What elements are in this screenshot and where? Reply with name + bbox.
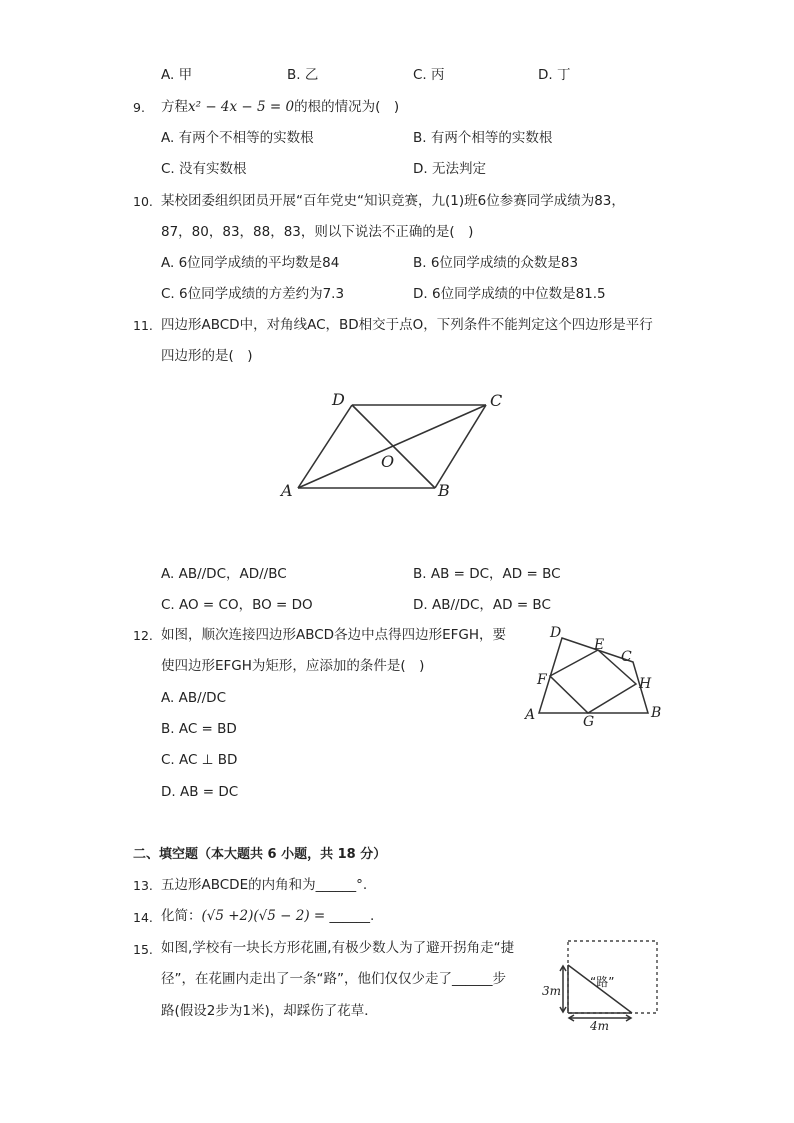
q10-line1: 某校团委组织团员开展“百年党史“知识竞赛，九(1)班6位参赛同学成绩为83， (161, 193, 625, 209)
q11-option-b: B. AB = DC，AD = BC (413, 566, 561, 582)
q10-option-a: A. 6位同学成绩的平均数是84 (161, 255, 340, 271)
q13-suffix: °. (356, 877, 368, 893)
q12-number: 12. (133, 628, 153, 643)
q12-label-b: B (651, 705, 662, 721)
q11-label-b: B (438, 481, 450, 500)
q15-line1: 如图,学校有一块长方形花圃,有极少数人为了避开拐角走“捷 (161, 940, 515, 956)
q12-option-a: A. AB//DC (161, 690, 226, 706)
q12-label-e: E (594, 637, 605, 653)
q11-option-a: A. AB//DC，AD//BC (161, 566, 287, 582)
q14-expression: (√5 +2)(√5 − 2) = (201, 908, 326, 924)
q10-number: 10. (133, 194, 153, 209)
q9-number: 9. (133, 100, 145, 115)
q13-stem: 五边形ABCDE的内角和为 (161, 877, 316, 893)
q9-option-c: C. 没有实数根 (161, 161, 247, 177)
q11-diagonal-bd (352, 405, 435, 488)
q12-label-f: F (537, 672, 547, 688)
q12-label-a: A (525, 707, 536, 723)
q11-option-c: C. AO = CO，BO = DO (161, 597, 313, 613)
section2-heading: 二、填空题（本大题共 6 小题，共 18 分） (133, 847, 387, 862)
q15-garden-figure (538, 935, 664, 1030)
q9-option-d: D. 无法判定 (413, 161, 486, 177)
q9-stem (161, 101, 399, 115)
q10-option-d: D. 6位同学成绩的中位数是81.5 (413, 286, 606, 302)
q13-text (161, 879, 367, 893)
q10-line2: 87，80，83，88，83，则以下说法不正确的是( ) (161, 224, 474, 240)
q9-stem-suffix: 的根的情况为( ) (294, 99, 400, 115)
q11-option-d: D. AB//DC，AD = BC (413, 597, 551, 613)
q15-line3: 路(假设2步为1米)，却踩伤了花草． (161, 1003, 378, 1019)
q15-path-line (568, 965, 632, 1013)
q11-line1: 四边形ABCD中，对角线AC，BD相交于点O，下列条件不能判定这个四边形是平行 (161, 317, 653, 333)
q9-equation: x² − 4x − 5 = 0 (188, 99, 295, 115)
q10-option-c: C. 6位同学成绩的方差约为7.3 (161, 286, 345, 302)
q12-label-h: H (639, 676, 652, 692)
q12-option-b: B. AC = BD (161, 721, 237, 737)
q12-label-g: G (583, 714, 595, 730)
q11-diagonal-ac (298, 405, 486, 488)
q13-number: 13. (133, 878, 153, 893)
q10-option-b: B. 6位同学成绩的众数是83 (413, 255, 579, 271)
q14-prefix: 化简： (161, 908, 202, 924)
q12-option-c: C. AC ⊥ BD (161, 752, 238, 768)
q12-label-d: D (550, 625, 562, 641)
q13-answer-blank: ______ (315, 877, 357, 893)
q11-side-bc (435, 405, 486, 488)
q8-option-c: C. 丙 (413, 67, 445, 83)
q11-label-c: C (490, 391, 503, 410)
q15-number: 15. (133, 942, 153, 957)
q14-answer-blank: ______ (329, 908, 371, 924)
q9-option-b: B. 有两个相等的实数根 (413, 130, 553, 146)
q11-line2: 四边形的是( ) (161, 348, 253, 364)
q15-answer-blank: ______ (451, 971, 493, 987)
q11-label-o: O (381, 452, 395, 471)
q12-quadrilateral-figure (518, 622, 668, 732)
q15-label-4m: 4m (590, 1019, 610, 1030)
q15-line2-start: 径”，在花圃内走出了一条“路”，他们仅仅少走了 (161, 971, 452, 987)
q12-label-c: C (621, 649, 632, 665)
q12-line2: 使四边形EFGH为矩形，应添加的条件是( ) (161, 658, 425, 674)
q15-path-label: “路” (590, 975, 615, 989)
q14-suffix: . (370, 908, 375, 924)
q11-parallelogram-figure (270, 385, 520, 505)
q15-line2 (161, 973, 506, 987)
q12-option-d: D. AB = DC (161, 784, 239, 800)
q11-label-a: A (281, 481, 293, 500)
q14-text (161, 910, 374, 924)
q9-stem-prefix: 方程 (161, 99, 188, 115)
q9-option-a: A. 有两个不相等的实数根 (161, 130, 314, 146)
q15-label-3m: 3m (542, 984, 562, 998)
q8-option-d: D. 丁 (538, 67, 571, 83)
q12-line1: 如图，顺次连接四边形ABCD各边中点得四边形EFGH，要 (161, 627, 506, 643)
q11-number: 11. (133, 318, 153, 333)
q15-line2-end: 步 (492, 971, 506, 987)
q11-label-d: D (332, 390, 345, 409)
q14-number: 14. (133, 910, 153, 925)
q8-option-b: B. 乙 (287, 67, 319, 83)
q8-option-a: A. 甲 (161, 67, 193, 83)
